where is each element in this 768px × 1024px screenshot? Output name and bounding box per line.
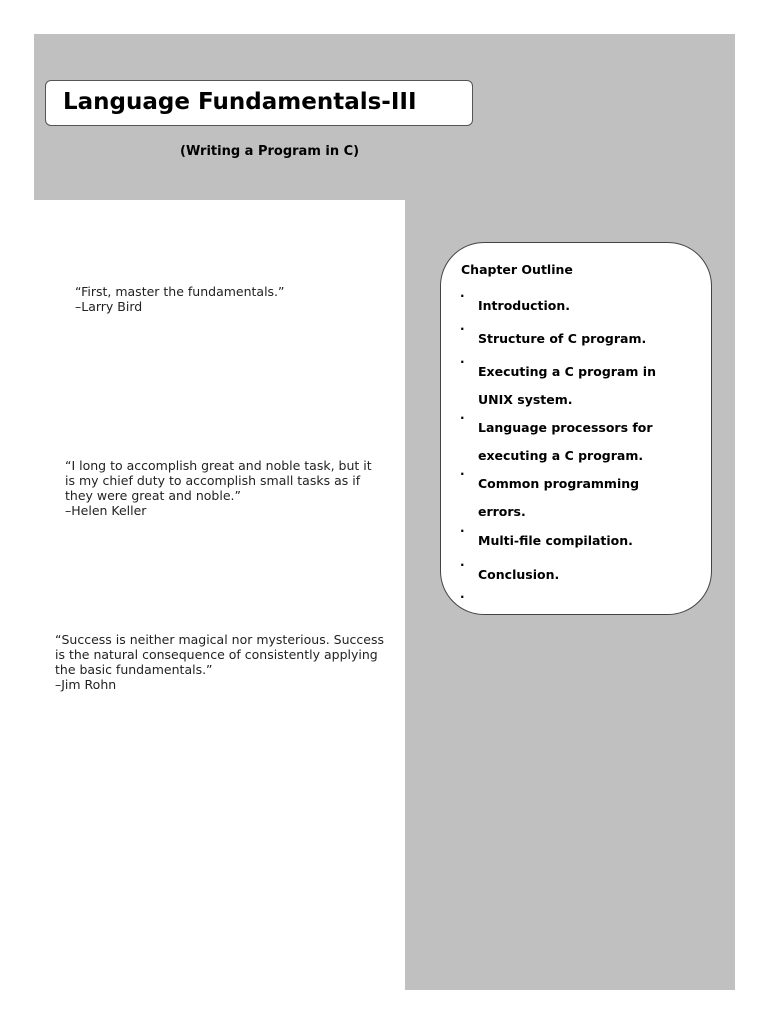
bullet-icon: · <box>460 467 465 481</box>
outline-item-executing <box>460 355 708 414</box>
bullet-icon: · <box>460 411 465 425</box>
outline-item-label: Introduction. <box>478 298 571 313</box>
outline-heading: Chapter Outline <box>461 262 573 277</box>
bullet-icon: · <box>460 558 465 572</box>
outline-item-structure <box>460 322 708 353</box>
title-box <box>45 80 473 126</box>
quote-line: the basic fundamentals.” <box>55 662 213 677</box>
outline-item-label: Multi-file compilation. <box>478 533 633 548</box>
page-subtitle: (Writing a Program in C) <box>180 144 360 159</box>
outline-item-label: errors. <box>478 504 526 519</box>
bullet-icon: · <box>460 289 465 303</box>
quote-line: “I long to accomplish great and noble task, but it <box>65 458 372 473</box>
quote-helen-keller <box>65 458 395 518</box>
bullet-icon: · <box>460 524 465 538</box>
outline-item-label: UNIX system. <box>478 392 573 407</box>
outline-item-processors <box>460 411 708 470</box>
outline-item-multifile <box>460 524 708 555</box>
outline-item-label: executing a C program. <box>478 448 644 463</box>
quote-author: –Jim Rohn <box>55 677 117 692</box>
quote-line: is the natural consequence of consistently applying <box>55 647 378 662</box>
bullet-icon: · <box>460 322 465 336</box>
outline-item-label: Language processors for <box>478 420 653 435</box>
quote-jim-rohn <box>55 632 395 692</box>
quote-line: is my chief duty to accomplish small tasks as if <box>65 473 361 488</box>
quote-line: “Success is neither magical nor mysterious. Success <box>55 632 384 647</box>
chapter-outline-box <box>440 242 712 615</box>
outline-item-conclusion <box>460 558 708 589</box>
quote-line: “First, master the fundamentals.” <box>75 284 285 299</box>
outline-item-label: Executing a C program in <box>478 364 656 379</box>
outline-item-label: Conclusion. <box>478 567 560 582</box>
quote-larry-bird <box>75 284 375 314</box>
page-title: Language Fundamentals-III <box>63 89 417 115</box>
quote-line: they were great and noble.” <box>65 488 241 503</box>
outline-item-label: Structure of C program. <box>478 331 647 346</box>
outline-item-label: Common programming <box>478 476 640 491</box>
bullet-icon: · <box>460 355 465 369</box>
quote-author: –Larry Bird <box>75 299 143 314</box>
outline-item-errors <box>460 467 708 526</box>
bullet-icon: · <box>460 590 465 604</box>
outline-item-introduction <box>460 289 708 320</box>
quote-author: –Helen Keller <box>65 503 147 518</box>
